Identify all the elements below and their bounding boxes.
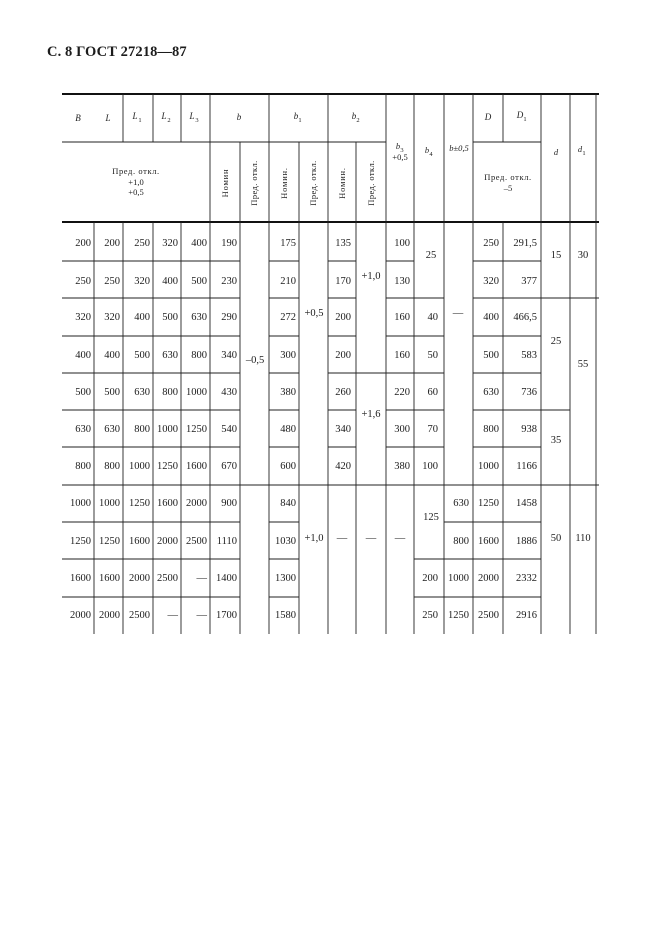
b-nominal-label: Номин: [220, 168, 230, 198]
b3-dash: —: [394, 533, 406, 544]
page-title: С. 8 ГОСТ 27218—87: [47, 44, 187, 60]
col-L3-header: L: [189, 111, 195, 121]
table-cell-D1: 2332: [516, 573, 537, 584]
table-cell-b1: 1300: [275, 573, 296, 584]
b4-merged-125: 125: [423, 512, 439, 523]
table-cell-D1: 291,5: [513, 238, 537, 249]
b2-tolerance-label: Пред. откл.: [366, 160, 376, 206]
table-cell-D1: 2916: [516, 610, 537, 621]
tolerance-value-lower: +0,5: [128, 187, 144, 197]
col-D-header: D: [484, 112, 492, 122]
table-cell-L3: 1250: [186, 424, 207, 435]
table-cell-b: 670: [221, 461, 237, 472]
table-cell-L2: 800: [162, 387, 178, 398]
col-b3-sub: 3: [400, 147, 404, 154]
table-cell-D1: 583: [521, 350, 537, 361]
table-cell-B: 800: [75, 461, 91, 472]
b1-tolerance-lower: +1,0: [304, 533, 324, 544]
col-d1-sub: 1: [582, 150, 586, 157]
table-cell-b3: 160: [394, 350, 410, 361]
table-cell-L: 400: [104, 350, 120, 361]
table-cell-L3: —: [196, 610, 207, 621]
table-cell-b2: 340: [335, 424, 351, 435]
table-cell-b3: 100: [394, 238, 410, 249]
b-tolerance-merged: –0,5: [245, 355, 265, 366]
table-cell-L: 2000: [99, 610, 120, 621]
table-cell-L: 1600: [99, 573, 120, 584]
table-cell-L1: 630: [134, 387, 150, 398]
table-cell-L1: 250: [134, 238, 150, 249]
b1-tolerance-upper: +0,5: [304, 308, 324, 319]
table-cell-L1: 2000: [129, 573, 150, 584]
table-cell-b5: 1250: [448, 610, 469, 621]
table-cell-B: 1250: [70, 536, 91, 547]
table-cell-L: 200: [104, 238, 120, 249]
b2-nominal-label: Номин.: [337, 167, 347, 199]
table-cell-L: 1000: [99, 498, 120, 509]
table-cell-B: 500: [75, 387, 91, 398]
table-cell-b3: 300: [394, 424, 410, 435]
table-cell-L2: 2500: [157, 573, 178, 584]
table-cell-L2: 1600: [157, 498, 178, 509]
col-b3-tolerance: +0,5: [392, 152, 408, 162]
table-cell-D1: 466,5: [513, 312, 537, 323]
col-L-header: L: [105, 113, 111, 123]
table-cell-L1: 800: [134, 424, 150, 435]
table-cell-D: 1600: [478, 536, 499, 547]
table-cell-b2: 420: [335, 461, 351, 472]
table-cell-D: 800: [483, 424, 499, 435]
table-cell-L3: 630: [191, 312, 207, 323]
table-cell-b1: 600: [280, 461, 296, 472]
table-cell-b1: 1030: [275, 536, 296, 547]
col-b1-sub: 1: [298, 117, 302, 124]
table-cell-D1: 938: [521, 424, 537, 435]
table-cell-L1: 1000: [129, 461, 150, 472]
table-cell-b2: 135: [335, 238, 351, 249]
table-cell-b5: 1000: [448, 573, 469, 584]
table-cell-D: 250: [483, 238, 499, 249]
table-cell-b: 430: [221, 387, 237, 398]
b2-dash: —: [336, 533, 348, 544]
table-cell-b3: 160: [394, 312, 410, 323]
table-cell-D: 400: [483, 312, 499, 323]
d-merged-25: 25: [550, 336, 562, 347]
table-cell-b5: 800: [453, 536, 469, 547]
table-cell-b1: 210: [280, 276, 296, 287]
col-L2-header: L: [161, 111, 167, 121]
table-cell-D: 320: [483, 276, 499, 287]
table-cell-D1: 1886: [516, 536, 537, 547]
tolerance-label: Пред. откл.: [112, 166, 160, 176]
col-b2-sub: 2: [356, 117, 360, 124]
table-cell-b4: 70: [427, 424, 438, 435]
table-cell-L: 800: [104, 461, 120, 472]
table-cell-L: 320: [104, 312, 120, 323]
col-b1-header: b: [293, 111, 299, 121]
table-cell-L2: 1250: [157, 461, 178, 472]
b2-tolerance-dash: —: [365, 533, 377, 544]
d1-merged-110: 110: [575, 533, 591, 544]
b2-tolerance-upper: +1,0: [361, 271, 381, 282]
table-cell-L1: 320: [134, 276, 150, 287]
table-cell-b: 230: [221, 276, 237, 287]
table-cell-L: 250: [104, 276, 120, 287]
table-cell-L1: 1250: [129, 498, 150, 509]
table-cell-D1: 377: [521, 276, 537, 287]
table-cell-D: 2500: [478, 610, 499, 621]
table-cell-b: 1110: [216, 536, 237, 547]
table-cell-L: 1250: [99, 536, 120, 547]
table-cell-b1: 175: [280, 238, 296, 249]
table-cell-b4: 50: [427, 350, 438, 361]
table-cell-L1: 400: [134, 312, 150, 323]
table-cell-L3: 1000: [186, 387, 207, 398]
table-cell-b2: 200: [335, 312, 351, 323]
col-b5-header: b±0,5: [449, 143, 469, 153]
table-cell-L3: 2500: [186, 536, 207, 547]
table-cell-D: 500: [483, 350, 499, 361]
table-cell-b4: 60: [427, 387, 438, 398]
table-cell-B: 1000: [70, 498, 91, 509]
b1-nominal-label: Номин.: [279, 167, 289, 199]
table-cell-L3: 800: [191, 350, 207, 361]
table-cell-L3: 2000: [186, 498, 207, 509]
table-cell-D1: 1166: [516, 461, 537, 472]
d1-merged-30: 30: [577, 250, 589, 261]
col-b2-header: b: [351, 111, 357, 121]
b-tolerance-label: Пред. откл.: [249, 160, 259, 206]
table-cell-b: 190: [221, 238, 237, 249]
col-d-header: d: [553, 147, 559, 157]
col-b4-sub: 4: [429, 151, 433, 158]
d-merged-35: 35: [550, 435, 562, 446]
b4-merged-25: 25: [425, 250, 437, 261]
b2-tolerance-middle: +1,6: [361, 409, 381, 420]
col-L1-header: L: [132, 111, 138, 121]
col-D1-header: D: [516, 110, 524, 120]
b5-dash: —: [452, 308, 464, 319]
table-cell-L: 500: [104, 387, 120, 398]
table-cell-b5: 630: [453, 498, 469, 509]
table-cell-b: 1400: [216, 573, 237, 584]
d-merged-50: 50: [550, 533, 562, 544]
d1-merged-55: 55: [577, 359, 589, 370]
D-tolerance-value: –5: [503, 183, 513, 193]
table-cell-L3: —: [196, 573, 207, 584]
table-cell-b1: 480: [280, 424, 296, 435]
table-cell-b3: 380: [394, 461, 410, 472]
table-cell-L2: 2000: [157, 536, 178, 547]
table-cell-B: 200: [75, 238, 91, 249]
table-cell-L2: 500: [162, 312, 178, 323]
table-cell-b1: 380: [280, 387, 296, 398]
table-cell-b1: 1580: [275, 610, 296, 621]
table-cell-b: 1700: [216, 610, 237, 621]
table-cell-b1: 272: [280, 312, 296, 323]
table-cell-b: 900: [221, 498, 237, 509]
table-cell-b1: 840: [280, 498, 296, 509]
table-cell-L2: —: [167, 610, 178, 621]
table-cell-B: 630: [75, 424, 91, 435]
col-b4-header: b: [424, 145, 430, 155]
table-cell-B: 2000: [70, 610, 91, 621]
table-cell-B: 1600: [70, 573, 91, 584]
table-cell-D: 630: [483, 387, 499, 398]
table-cell-L3: 1600: [186, 461, 207, 472]
col-L2-sub: 2: [167, 117, 171, 124]
table-cell-b: 290: [221, 312, 237, 323]
col-D1-sub: 1: [523, 116, 527, 123]
D-tolerance-label: Пред. откл.: [484, 172, 532, 182]
table-cell-L1: 500: [134, 350, 150, 361]
col-L1-sub: 1: [138, 117, 142, 124]
table-cell-B: 250: [75, 276, 91, 287]
table-cell-L1: 2500: [129, 610, 150, 621]
table-cell-b: 540: [221, 424, 237, 435]
table-cell-b2: 200: [335, 350, 351, 361]
table-cell-L3: 400: [191, 238, 207, 249]
b1-tolerance-label: Пред. откл.: [308, 160, 318, 206]
table-cell-L1: 1600: [129, 536, 150, 547]
table-cell-b2: 170: [335, 276, 351, 287]
col-L3-sub: 3: [195, 117, 199, 124]
table-cell-D1: 1458: [516, 498, 537, 509]
table-cell-b4: 100: [422, 461, 438, 472]
table-cell-b4: 200: [422, 573, 438, 584]
table-cell-b: 340: [221, 350, 237, 361]
table-cell-L2: 400: [162, 276, 178, 287]
table-cell-L2: 630: [162, 350, 178, 361]
table-cell-D: 2000: [478, 573, 499, 584]
table-cell-L: 630: [104, 424, 120, 435]
table-cell-L2: 320: [162, 238, 178, 249]
table-cell-L3: 500: [191, 276, 207, 287]
table-cell-D: 1250: [478, 498, 499, 509]
tolerance-value-upper: +1,0: [128, 177, 144, 187]
d-merged-15: 15: [550, 250, 562, 261]
table-cell-D: 1000: [478, 461, 499, 472]
table-cell-D1: 736: [521, 387, 537, 398]
table-cell-b4: 40: [427, 312, 438, 323]
col-d1-header: d: [577, 144, 583, 154]
col-B-header: B: [75, 113, 81, 123]
col-b-header: b: [236, 112, 242, 122]
table-cell-b3: 220: [394, 387, 410, 398]
table-cell-b2: 260: [335, 387, 351, 398]
table-cell-b3: 130: [394, 276, 410, 287]
table-cell-b1: 300: [280, 350, 296, 361]
table-cell-B: 400: [75, 350, 91, 361]
table-cell-B: 320: [75, 312, 91, 323]
col-b3-header: b: [395, 141, 401, 151]
table-cell-L2: 1000: [157, 424, 178, 435]
table-cell-b4: 250: [422, 610, 438, 621]
